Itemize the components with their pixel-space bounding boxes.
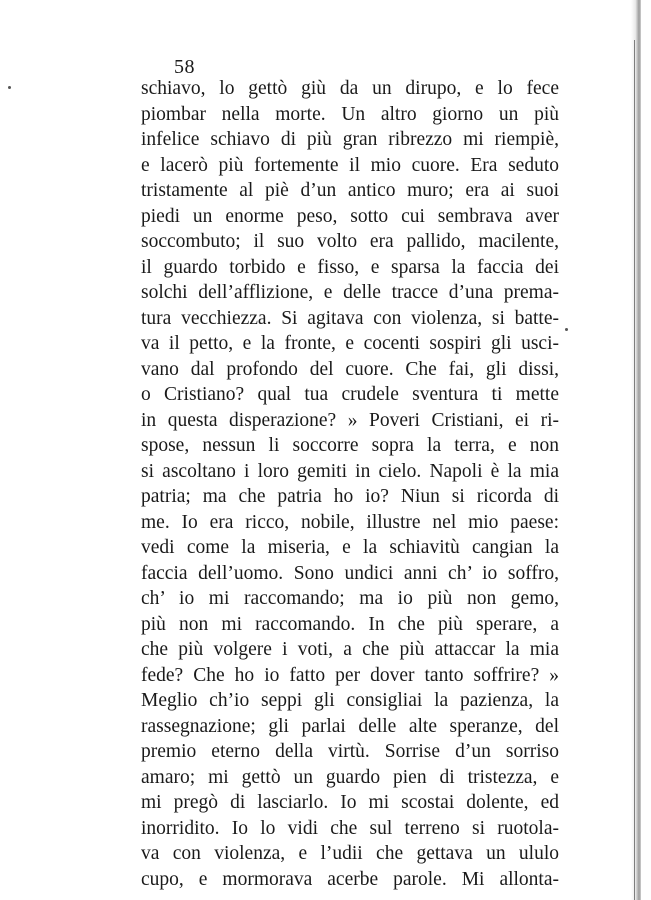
- text-line: che più volgere i voti, a che più attaccar la mia: [141, 639, 559, 660]
- text-line: solchi dell’afflizione, e delle tracce d’una prema-: [141, 282, 559, 303]
- page-edge-line: [634, 40, 635, 900]
- text-line: schiavo, lo gettò giù da un dirupo, e lo fece: [141, 78, 559, 99]
- paper-speck: [8, 86, 11, 89]
- text-line: in questa disperazione? » Poveri Cristiani, ei ri-: [141, 409, 559, 431]
- text-line: piedi un enorme peso, sotto cui sembrava aver: [141, 205, 559, 227]
- text-line: e lacerò più fortemente il mio cuore. Era seduto: [141, 154, 559, 176]
- text-line: il guardo torbido e fisso, e sparsa la faccia dei: [141, 256, 559, 278]
- text-line: piombar nella morte. Un altro giorno un più: [141, 103, 559, 125]
- text-line: tura vecchiezza. Si agitava con violenza, si batte-: [141, 307, 559, 329]
- text-line: va con violenza, e l’udii che gettava un ululo: [141, 843, 559, 864]
- text-line: vano dal profondo del cuore. Che fai, gli dissi,: [141, 358, 559, 380]
- text-line: ch’ io mi raccomando; ma io più non gemo,: [141, 588, 559, 609]
- text-line: me. Io era ricco, nobile, illustre nel mio paese:: [141, 511, 559, 533]
- text-line: o Cristiano? qual tua crudele sventura ti mette: [141, 384, 559, 405]
- text-line: inorridito. Io lo vidi che sul terreno si ruotola-: [141, 817, 559, 839]
- page-number: 58: [174, 56, 195, 78]
- body-text: [141, 76, 559, 892]
- page-edge-shadow: [631, 0, 641, 900]
- text-line: mi pregò di lasciarlo. Io mi scostai dolente, ed: [141, 792, 559, 813]
- text-line: fede? Che ho io fatto per dover tanto soffrire? »: [141, 664, 559, 686]
- text-line: cupo, e mormorava acerbe parole. Mi allonta-: [141, 868, 559, 890]
- paper-speck: [565, 328, 568, 331]
- text-line: patria; ma che patria ho io? Niun si ricorda di: [141, 486, 559, 507]
- text-line: premio eterno della virtù. Sorrise d’un sorriso: [141, 741, 559, 762]
- text-line: amaro; mi gettò un guardo pien di tristezza, e: [141, 766, 559, 788]
- text-line: soccombuto; il suo volto era pallido, macilente,: [141, 231, 559, 252]
- text-line: infelice schiavo di più gran ribrezzo mi riempiè,: [141, 129, 559, 150]
- text-line: tristamente al piè d’un antico muro; era ai suoi: [141, 180, 559, 201]
- text-line: si ascoltano i loro gemiti in cielo. Napoli è la mia: [141, 460, 559, 482]
- text-line: va il petto, e la fronte, e cocenti sospiri gli usci-: [141, 333, 559, 354]
- text-line: faccia dell’uomo. Sono undici anni ch’ io soffro,: [141, 562, 559, 584]
- text-line: rassegnazione; gli parlai delle alte speranze, del: [141, 715, 559, 737]
- text-line: più non mi raccomando. In che più sperare, a: [141, 613, 559, 635]
- text-line: vedi come la miseria, e la schiavitù cangian la: [141, 537, 559, 558]
- text-line: Meglio ch’io seppi gli consigliai la pazienza, la: [141, 690, 559, 711]
- text-line: spose, nessun li soccorre sopra la terra, e non: [141, 435, 559, 456]
